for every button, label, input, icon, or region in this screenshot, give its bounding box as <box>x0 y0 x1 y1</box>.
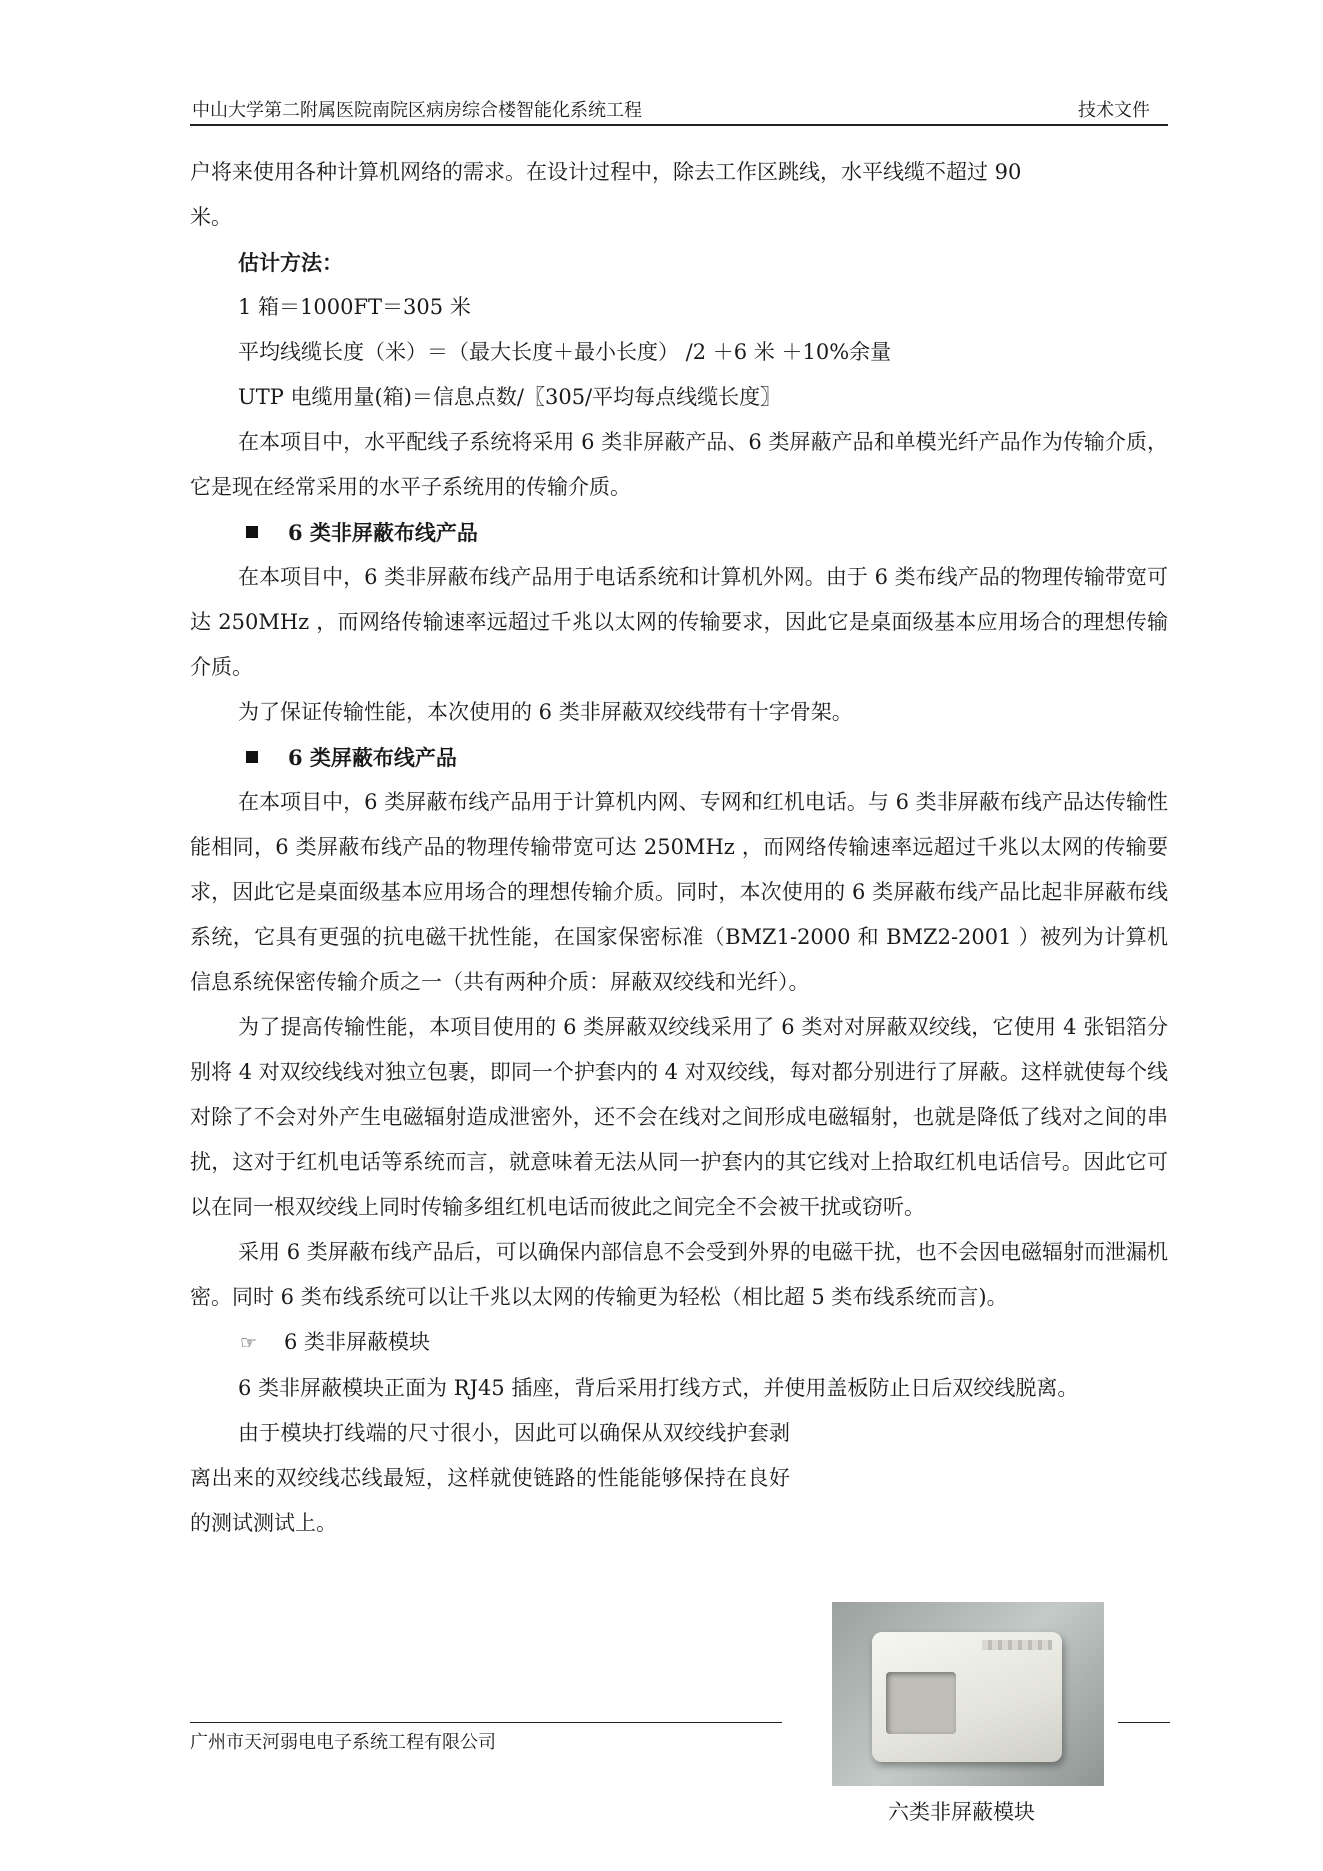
bullet-heading-text: 6 类非屏蔽布线产品 <box>288 520 478 545</box>
formula: 平均线缆长度（米）＝（最大长度＋最小长度） /2 ＋6 米 ＋10%余量 <box>238 340 892 364</box>
footer-divider-left <box>190 1722 782 1723</box>
bullet-heading <box>190 510 1168 555</box>
module-ridge-shape <box>982 1640 1052 1650</box>
rj45-module-illustration <box>872 1632 1062 1762</box>
bullet-heading <box>190 735 1168 780</box>
page-header <box>190 94 1168 126</box>
paragraph: 采用 6 类屏蔽布线产品后，可以确保内部信息不会受到外界的电磁干扰，也不会因电磁辐射而泄漏机密。同时 6 类布线系统可以让千兆以太网的传输更为轻松（相比超 5 类布线系统而言)。 <box>190 1240 1168 1309</box>
footer-company: 广州市天河弱电电子系统工程有限公司 <box>190 1732 496 1753</box>
paragraph: 为了提高传输性能，本项目使用的 6 类屏蔽双绞线采用了 6 类对对屏蔽双绞线，它使用 4 张铝箔分别将 4 对双绞线线对独立包裹，即同一个护套内的 4 对双绞线，每对都分别进行了屏蔽。这样就使每个线对除了不会对外产生电磁辐射造成泄密外，还不会在线对之间形成电磁辐射，也就是降低了线对之间的串扰，这对于红机电话等系统而言，就意味着无法从同一护套内的其它线对上拾取红机电话信号。因此它可以在同一根双绞线上同时传输多组红机电话而彼此之间完全不会被干扰或窃听。 <box>190 1015 1168 1219</box>
paragraph: 米。 <box>190 205 232 229</box>
section-title: 估计方法： <box>238 250 343 275</box>
document-body <box>190 150 1168 1546</box>
paragraph: 在本项目中，6 类屏蔽布线产品用于计算机内网、专网和红机电话。与 6 类非屏蔽布线产品达传输性能相同，6 类屏蔽布线产品的物理传输带宽可达 250MHz ，而网络传输速率远超过千兆以太网的传输要求，因此它是桌面级基本应用场合的理想传输介质。同时，本次使用的 6 类屏蔽布线产品比起非屏蔽布线系统，它具有更强的抗电磁干扰性能，在国家保密标准（BMZ1-2000 和 BMZ2-2001 ）被列为计算机信息系统保密传输介质之一（共有两种介质：屏蔽双绞线和光纤）。 <box>190 790 1168 994</box>
footer-divider-right <box>1118 1722 1170 1723</box>
paragraph: 在本项目中，6 类非屏蔽布线产品用于电话系统和计算机外网。由于 6 类布线产品的物理传输带宽可达 250MHz ，而网络传输速率远超过千兆以太网的传输要求，因此它是桌面级基本应用场合的理想传输介质。 <box>190 565 1168 679</box>
paragraph: 在本项目中，水平配线子系统将采用 6 类非屏蔽产品、6 类屏蔽产品和单模光纤产品作为传输介质，它是现在经常采用的水平子系统用的传输介质。 <box>190 430 1168 499</box>
sub-heading-text: 6 类非屏蔽模块 <box>284 1330 431 1354</box>
square-bullet-icon <box>246 526 258 538</box>
paragraph: 由于模块打线端的尺寸很小，因此可以确保从双绞线护套剥离出来的双绞线芯线最短，这样就使链路的性能能够保持在良好的测试测试上。 <box>190 1421 790 1535</box>
paragraph: 户将来使用各种计算机网络的需求。在设计过程中，除去工作区跳线，水平线缆不超过 90 <box>190 160 1022 184</box>
rj45-port-shape <box>886 1672 956 1734</box>
formula: UTP 电缆用量(箱)＝信息点数/〖305/平均每点线缆长度〗 <box>238 385 782 409</box>
header-doc-type: 技术文件 <box>1078 100 1150 121</box>
paragraph: 6 类非屏蔽模块正面为 RJ45 插座，背后采用打线方式，并使用盖板防止日后双绞线脱离。 <box>238 1376 1079 1400</box>
header-title: 中山大学第二附属医院南院区病房综合楼智能化系统工程 <box>192 100 642 121</box>
bullet-heading-text: 6 类屏蔽布线产品 <box>288 745 457 770</box>
module-photo <box>832 1602 1104 1786</box>
paragraph: 为了保证传输性能，本次使用的 6 类非屏蔽双绞线带有十字骨架。 <box>238 700 853 724</box>
formula: 1 箱＝1000FT＝305 米 <box>238 295 471 319</box>
pointing-hand-icon: ☞ <box>240 1332 258 1354</box>
figure-caption: 六类非屏蔽模块 <box>888 1800 1035 1824</box>
sub-heading <box>190 1320 1168 1366</box>
square-bullet-icon <box>246 751 258 763</box>
